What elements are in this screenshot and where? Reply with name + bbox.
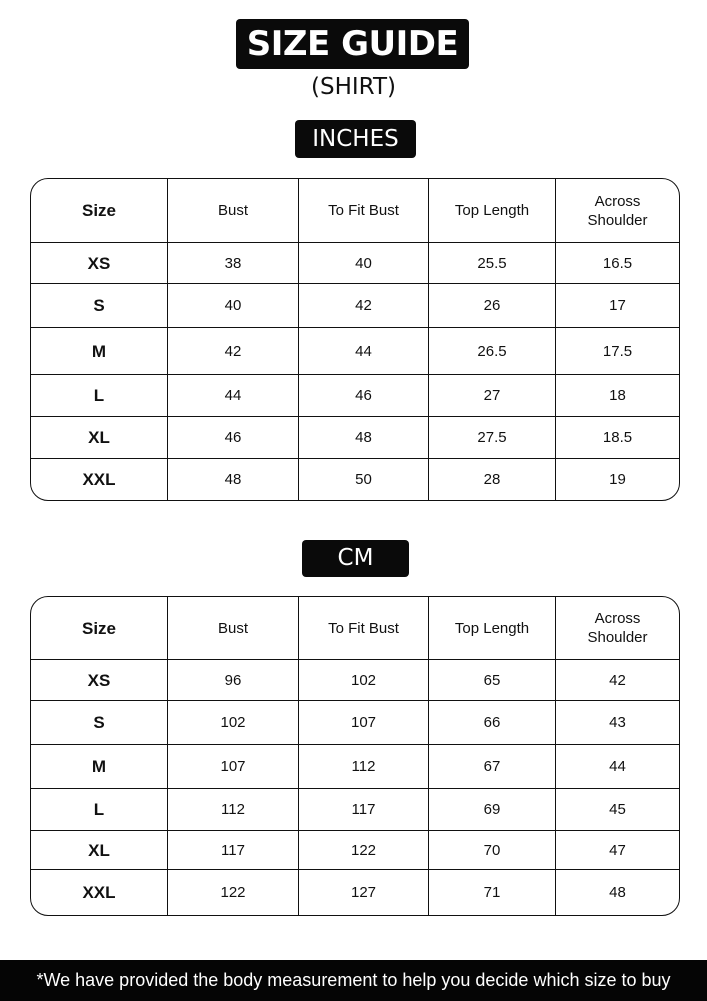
page-title: SIZE GUIDE <box>236 19 469 69</box>
column-header: To Fit Bust <box>299 597 429 659</box>
measurement-cell: 27 <box>429 375 556 416</box>
table-row <box>31 243 679 284</box>
measurement-cell: 17 <box>609 297 626 314</box>
table-row <box>31 831 679 870</box>
size-label-cell: M <box>31 745 168 788</box>
table-header-row <box>31 597 679 660</box>
measurement-cell: 18.5 <box>602 429 633 446</box>
measurement-cell: 48 <box>168 459 299 500</box>
size-label-cell: S <box>31 284 168 327</box>
cm-section-label: CM <box>302 540 409 577</box>
measurement-cell: 96 <box>168 660 299 700</box>
column-header: Top Length <box>429 179 556 242</box>
measurement-cell: 107 <box>299 701 429 744</box>
column-header: Top Length <box>429 597 556 659</box>
measurement-cell: 18 <box>609 387 626 404</box>
measurement-cell: 28 <box>429 459 556 500</box>
measurement-cell: 102 <box>299 660 429 700</box>
measurement-cell: 112 <box>299 745 429 788</box>
column-header: Bust <box>168 597 299 659</box>
footer-note: *We have provided the body measurement to help you decide which size to buy <box>0 960 707 1001</box>
measurement-cell: 19 <box>609 471 626 488</box>
measurement-cell: 46 <box>168 417 299 458</box>
measurement-cell: 65 <box>429 660 556 700</box>
measurement-cell: 112 <box>168 789 299 830</box>
measurement-cell: 71 <box>429 870 556 915</box>
column-header: Bust <box>168 179 299 242</box>
column-header: Size <box>31 179 168 242</box>
measurement-cell: 69 <box>429 789 556 830</box>
measurement-cell: 40 <box>168 284 299 327</box>
measurement-cell: 117 <box>299 789 429 830</box>
size-label-cell: XXL <box>31 870 168 915</box>
size-label-cell: XS <box>31 243 168 283</box>
measurement-cell: 102 <box>168 701 299 744</box>
size-label-cell: L <box>31 789 168 830</box>
measurement-cell: 122 <box>168 870 299 915</box>
measurement-cell: 26.5 <box>429 328 556 374</box>
measurement-cell: 46 <box>299 375 429 416</box>
measurement-cell: 44 <box>609 758 626 775</box>
measurement-cell: 17.5 <box>602 342 633 360</box>
measurement-cell: 42 <box>299 284 429 327</box>
size-label-cell: XL <box>31 417 168 458</box>
measurement-cell: 47 <box>609 841 626 859</box>
inches-section-label: INCHES <box>295 120 416 158</box>
cm-size-table <box>30 596 680 916</box>
table-row <box>31 745 679 789</box>
column-header: To Fit Bust <box>299 179 429 242</box>
measurement-cell: 44 <box>168 375 299 416</box>
table-row <box>31 459 679 500</box>
measurement-cell: 16.5 <box>602 254 633 272</box>
inches-size-table <box>30 178 680 501</box>
measurement-cell: 40 <box>299 243 429 283</box>
measurement-cell: 48 <box>299 417 429 458</box>
column-header: Across Shoulder <box>587 610 648 646</box>
column-header: Across Shoulder <box>587 192 648 229</box>
size-label-cell: XXL <box>31 459 168 500</box>
measurement-cell: 44 <box>299 328 429 374</box>
size-label-cell: L <box>31 375 168 416</box>
measurement-cell: 42 <box>609 671 626 689</box>
measurement-cell: 122 <box>299 831 429 869</box>
table-row <box>31 284 679 328</box>
table-row <box>31 870 679 915</box>
table-header-row <box>31 179 679 243</box>
size-label-cell: XL <box>31 831 168 869</box>
measurement-cell: 38 <box>168 243 299 283</box>
size-label-cell: XS <box>31 660 168 700</box>
table-row <box>31 328 679 375</box>
page-subtitle: (SHIRT) <box>311 74 396 100</box>
measurement-cell: 50 <box>299 459 429 500</box>
measurement-cell: 48 <box>609 884 626 901</box>
measurement-cell: 27.5 <box>429 417 556 458</box>
measurement-cell: 26 <box>429 284 556 327</box>
measurement-cell: 67 <box>429 745 556 788</box>
size-label-cell: M <box>31 328 168 374</box>
table-row <box>31 417 679 459</box>
table-row <box>31 701 679 745</box>
table-row <box>31 660 679 701</box>
column-header: Size <box>31 597 168 659</box>
measurement-cell: 43 <box>609 714 626 731</box>
measurement-cell: 45 <box>609 801 626 818</box>
measurement-cell: 117 <box>168 831 299 869</box>
measurement-cell: 107 <box>168 745 299 788</box>
table-row <box>31 789 679 831</box>
measurement-cell: 127 <box>299 870 429 915</box>
measurement-cell: 25.5 <box>429 243 556 283</box>
table-row <box>31 375 679 417</box>
measurement-cell: 42 <box>168 328 299 374</box>
measurement-cell: 66 <box>429 701 556 744</box>
measurement-cell: 70 <box>429 831 556 869</box>
size-label-cell: S <box>31 701 168 744</box>
